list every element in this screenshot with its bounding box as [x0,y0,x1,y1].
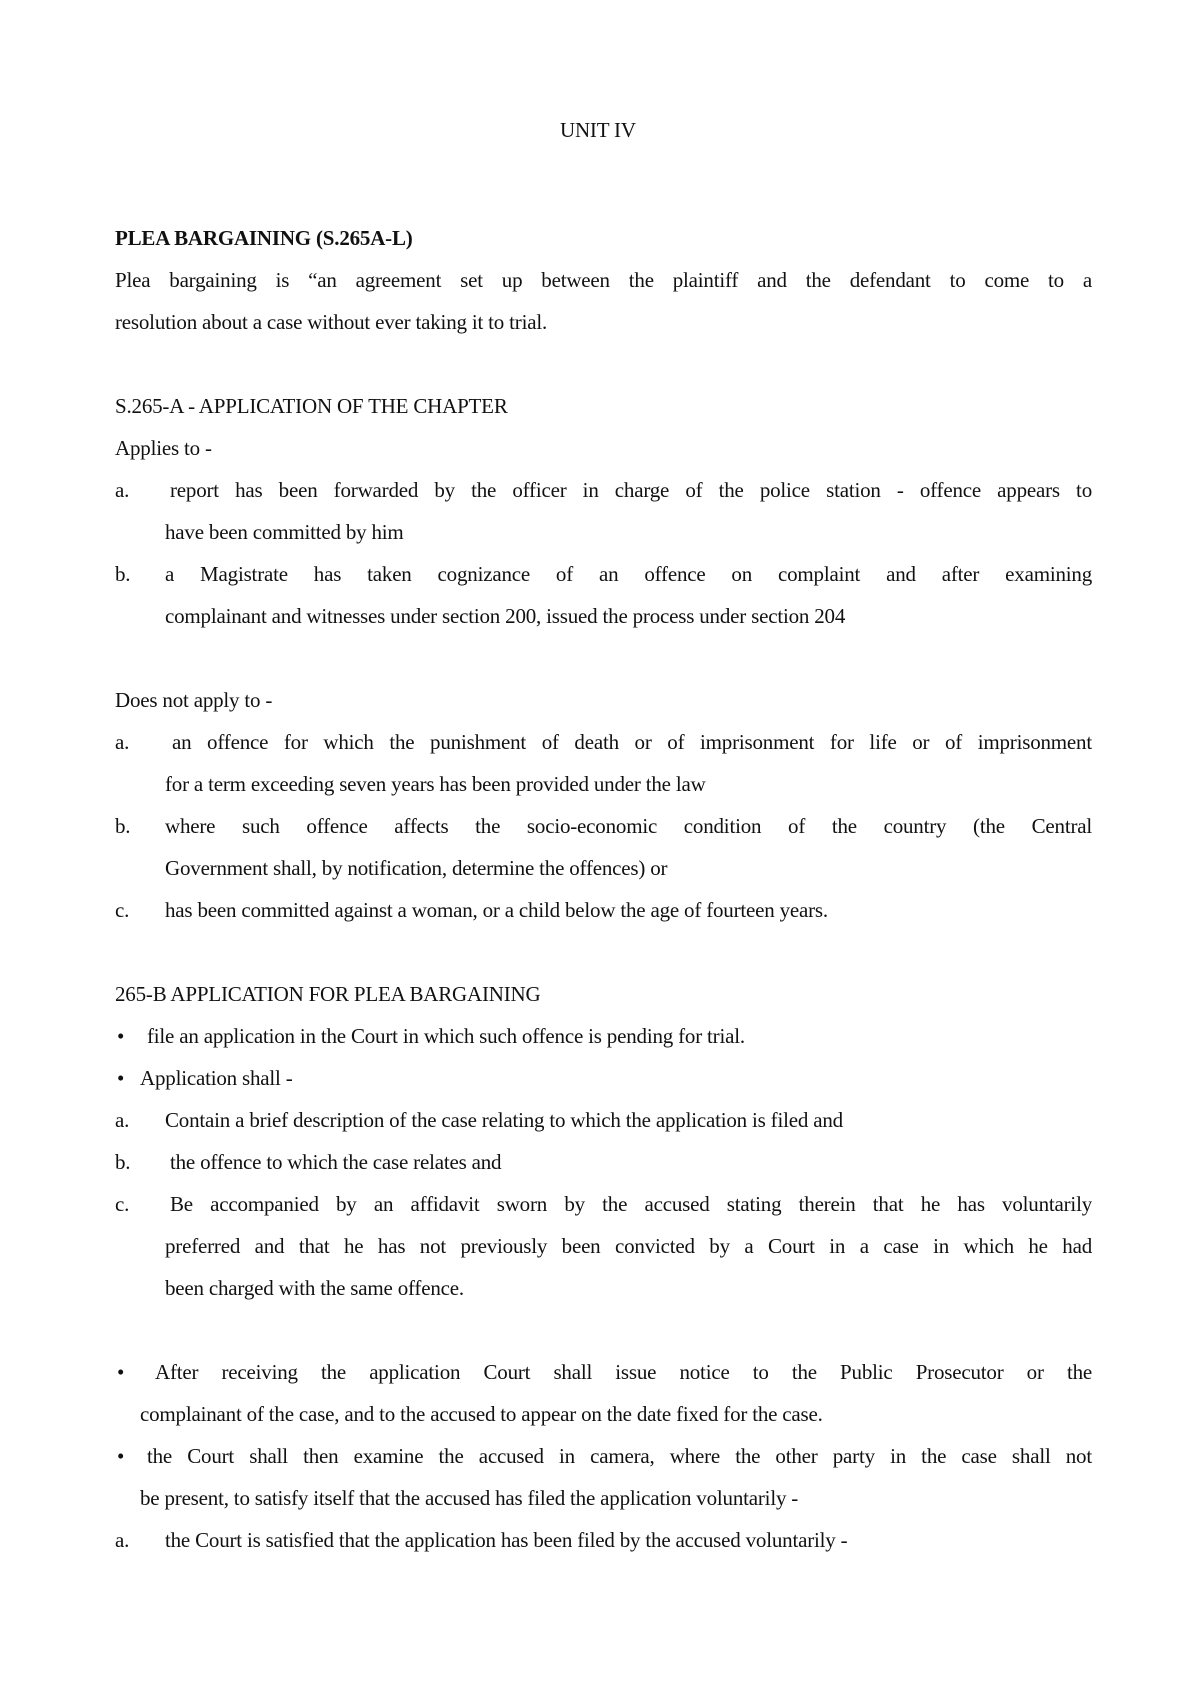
bullet-icon: • [117,1024,125,1048]
does-not-apply-label: Does not apply to - [115,688,273,712]
bullet-icon: • [117,1066,125,1090]
bullet-icon: • [117,1360,125,1384]
not-item-b-line-1: where such offence affects the socio-economic condition of the country (the Central [165,814,1092,838]
list-label: b. [115,562,131,586]
applies-item-b-line-1: a Magistrate has taken cognizance of an offence on complaint and after examining [165,562,1092,586]
bullet-3-line-1: After receiving the application Court shall issue notice to the Public Prosecutor or the [155,1360,1092,1384]
not-item-c-line-1: has been committed against a woman, or a child below the age of fourteen years. [165,898,828,922]
not-item-b-line-2: Government shall, by notification, determine the offences) or [165,856,668,880]
intro-line-1: Plea bargaining is “an agreement set up between the plaintiff and the defendant to come to a [115,268,1092,292]
bullet-1-text: file an application in the Court in which such offence is pending for trial. [147,1024,745,1048]
applies-item-a-line-2: have been committed by him [165,520,404,544]
list-label: b. [115,814,131,838]
intro-line-2: resolution about a case without ever taking it to trial. [115,310,548,334]
bullet-icon: • [117,1444,125,1468]
list-label: a. [115,1108,130,1132]
not-item-a-line-2: for a term exceeding seven years has been provided under the law [165,772,706,796]
list-label: a. [115,478,130,502]
b-item-b-line-1: the offence to which the case relates and [170,1150,502,1174]
applies-item-a-line-1: report has been forwarded by the officer in charge of the police station - offence appears to [170,478,1092,502]
not-item-a-line-1: an offence for which the punishment of death or of imprisonment for life or of imprisonment [172,730,1092,754]
list-label: a. [115,1528,130,1552]
final-item-text: the Court is satisfied that the application has been filed by the accused voluntarily - [165,1528,848,1552]
b-item-c-line-1: Be accompanied by an affidavit sworn by the accused stating therein that he has voluntarily [170,1192,1092,1216]
s265a-heading: S.265-A - APPLICATION OF THE CHAPTER [115,394,508,418]
unit-title: UNIT IV [560,118,636,142]
s265b-heading: 265-B APPLICATION FOR PLEA BARGAINING [115,982,541,1006]
bullet-4-line-1: the Court shall then examine the accused in camera, where the other party in the case shall not [147,1444,1092,1468]
b-item-a-line-1: Contain a brief description of the case relating to which the application is filed and [165,1108,843,1132]
list-label: a. [115,730,130,754]
list-label: c. [115,1192,130,1216]
applies-item-b-line-2: complainant and witnesses under section 200, issued the process under section 204 [165,604,846,628]
b-item-c-line-2: preferred and that he has not previously been convicted by a Court in a case in which he had [165,1234,1092,1258]
b-item-c-line-3: been charged with the same offence. [165,1276,464,1300]
applies-to-label: Applies to - [115,436,212,460]
list-label: c. [115,898,130,922]
section-heading: PLEA BARGAINING (S.265A-L) [115,226,413,250]
list-label: b. [115,1150,131,1174]
bullet-3-line-2: complainant of the case, and to the accused to appear on the date fixed for the case. [140,1402,823,1426]
bullet-4-line-2: be present, to satisfy itself that the accused has filed the application voluntarily - [140,1486,799,1510]
bullet-2-text: Application shall - [140,1066,293,1090]
